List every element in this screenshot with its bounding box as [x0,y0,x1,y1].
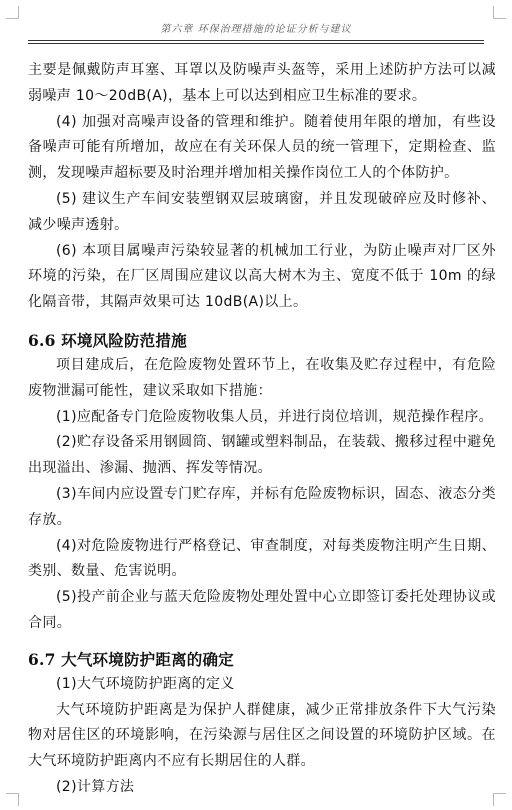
section-heading: 6.7 大气环境防护距离的确定 [28,649,234,669]
header-rule [28,43,484,44]
body-paragraph: 大气环境防护距离是为保护人群健康，减少正常排放条件下大气污染物对居住区的环境影响，在污染源与居住区之间设置的环境防护区域。在大气环境防护距离内不应有长期居住的人群。 [28,701,496,770]
header-title: 第六章 环保治理措施的论证分析与建议 [160,24,352,35]
list-item: (2)贮存设备采用钢圆筒、钢罐或塑料制品，在装载、搬移过程中避免出现溢出、渗漏、抛洒、挥发等情况。 [28,434,496,477]
page-corner-mark [6,793,19,806]
header-rule [28,40,484,41]
body-paragraph: 项目建成后，在危险废物处置环节上，在收集及贮存过程中，有危险废物泄漏可能性，建议采取如下措施： [28,356,496,399]
body-paragraph: (4) 加强对高噪声设备的管理和维护。随着使用年限的增加，有些设备噪声可能有所增加，故应在有关环保人员的统一管理下，定期检查、监测，发现噪声超标要及时治理并增加相关操作岗位工人的个体防护。 [28,113,496,182]
body-paragraph: (6) 本项目属噪声污染较显著的机械加工行业，为防止噪声对厂区外环境的污染，在厂区周围应建议以高大树木为主、宽度不低于 10m 的绿化隔音带，其隔声效果可达 10dB(A)以上。 [28,242,496,311]
section-heading: 6.6 环境风险防范措施 [28,330,187,350]
list-item: (3)车间内应设置专门贮存库，并标有危险废物标识，固态、液态分类存放。 [28,485,496,528]
subheading: (2)计算方法 [56,778,135,795]
page-body [28,58,496,801]
subheading: (1)大气环境防护距离的定义 [56,675,235,692]
page-corner-mark [493,6,506,19]
page-header [28,24,484,44]
page-corner-mark [6,6,19,19]
list-item: (1)应配备专门危险废物收集人员，并进行岗位培训，规范操作程序。 [56,408,494,425]
body-paragraph: (5) 建议生产车间安装塑钢双层玻璃窗，并且发现破碎应及时修补、减少噪声透射。 [28,190,496,233]
list-item: (4)对危险废物进行严格登记、审查制度，对每类废物注明产生日期、类别、数量、危害说明。 [28,537,496,580]
list-item: (5)投产前企业与蓝天危险废物处理处置中心立即签订委托处理协议或合同。 [28,589,496,631]
body-paragraph: 主要是佩戴防声耳塞、耳罩以及防噪声头盔等，采用上述防护方法可以减弱噪声 10～20dB(A)，基本上可以达到相应卫生标准的要求。 [28,62,496,104]
